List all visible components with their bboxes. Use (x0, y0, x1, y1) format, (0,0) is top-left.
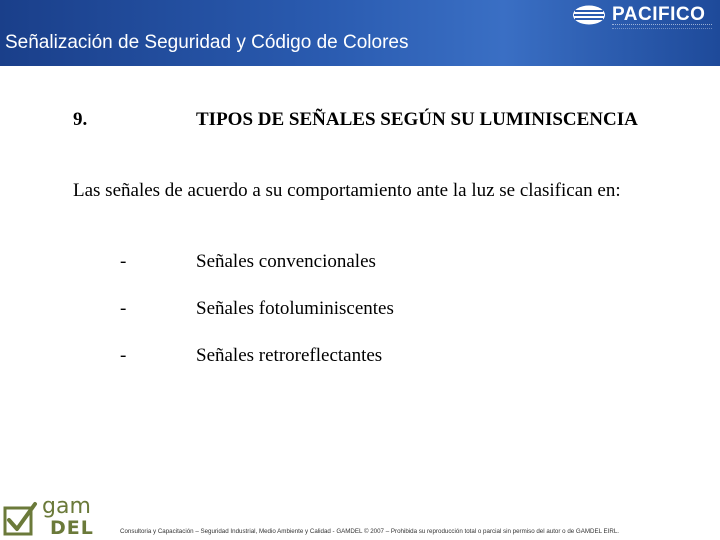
section-title: TIPOS DE SEÑALES SEGÚN SU LUMINISCENCIA (196, 109, 638, 130)
list-item-label: Señales retroreflectantes (196, 345, 383, 366)
list-item-label: Señales convencionales (196, 251, 376, 272)
list-item-label: Señales fotoluminiscentes (196, 298, 394, 319)
gamdel-logo-top: gam (42, 494, 91, 519)
list-item (0, 298, 720, 324)
footer-copyright: Consultoria y Capacitación – Seguridad Industrial, Medio Ambiente y Calidad - GAMDEL © 2007 – Prohibida su reproducción total o parcial sin permiso del autor o de GAMDEL EIRL. (120, 528, 620, 535)
gamdel-logo (2, 494, 102, 539)
list-item (0, 251, 720, 277)
list-bullet: - (120, 251, 127, 272)
gamdel-logo-bottom: DEL (50, 517, 94, 539)
pacifico-logo-icon (572, 5, 606, 25)
slide-title: Señalización de Seguridad y Código de Colores (5, 32, 409, 53)
list-bullet: - (120, 345, 127, 366)
pacifico-brand-text: PACIFICO (612, 4, 706, 25)
pacifico-logo (572, 2, 714, 34)
list-item (0, 345, 720, 371)
checkbox-check-icon (2, 501, 38, 537)
intro-paragraph: Las señales de acuerdo a su comportamiento ante la luz se clasifican en: (73, 180, 621, 201)
list-bullet: - (120, 298, 127, 319)
slide-header (0, 0, 720, 66)
section-number: 9. (73, 109, 88, 130)
pacifico-tagline (612, 24, 712, 29)
